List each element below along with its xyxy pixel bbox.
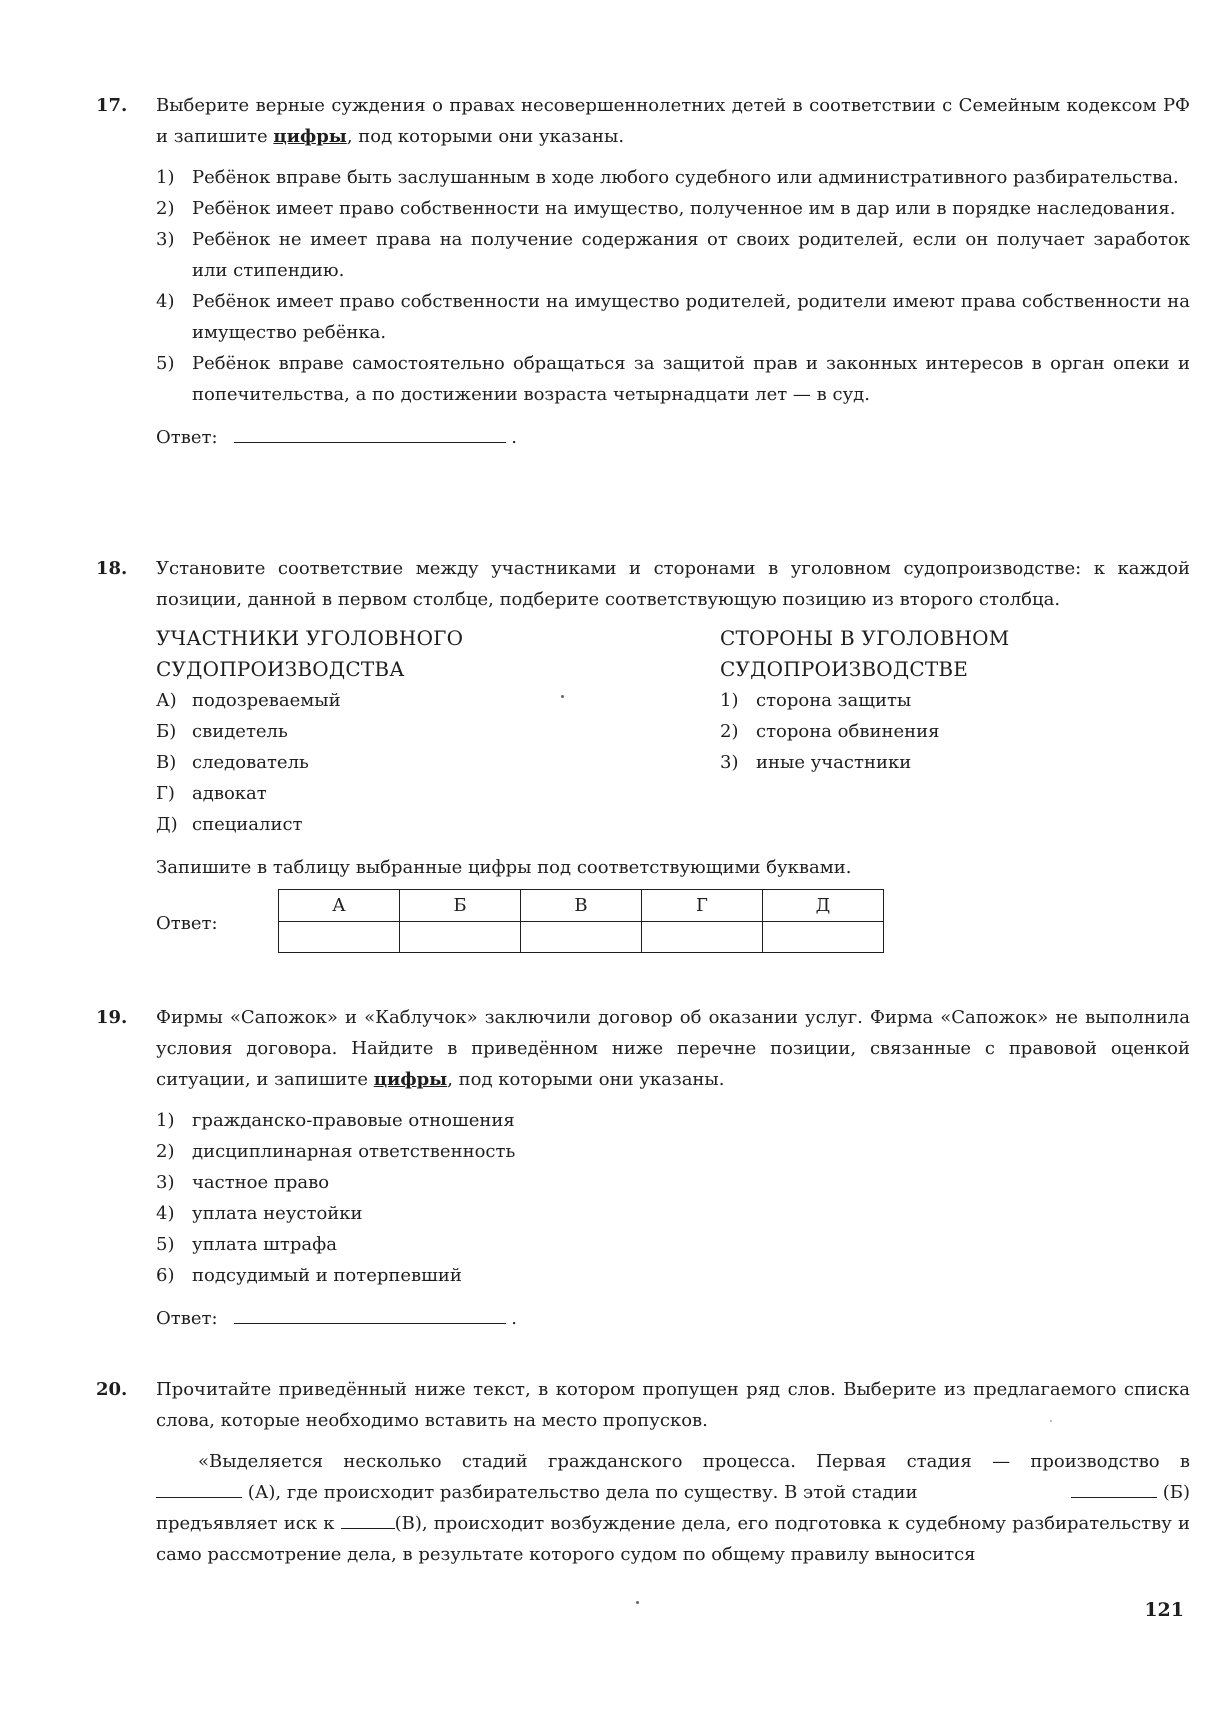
cloze-line: (А), где происходит разбирательство дела по существу. В этой стадии (Б) — [156, 1477, 1190, 1508]
scan-speck — [561, 695, 564, 698]
list-item: Г) адвокат — [156, 783, 267, 804]
answer-line: Ответ: . — [156, 422, 1190, 453]
answer-label: Ответ: — [156, 912, 218, 934]
answer-cell[interactable] — [763, 922, 884, 953]
task-question: Выберите верные суждения о правах несовершеннолетних детей в соответствии с Семейным кодексом РФ и запишите цифры, под которыми они указаны. — [156, 95, 1190, 147]
emphasis-word: цифры — [373, 1069, 448, 1090]
column-heading: СУДОПРОИЗВОДСТВА — [156, 657, 405, 681]
list-item: Б) свидетель — [156, 721, 288, 742]
emphasis-word: цифры — [273, 126, 347, 147]
task-number: 19. — [96, 1007, 128, 1028]
column-heading: УЧАСТНИКИ УГОЛОВНОГО — [156, 626, 464, 650]
scan-speck — [1050, 1420, 1052, 1422]
list-item: 5) Ребёнок вправе самостоятельно обращаться за защитой прав и законных интересов в орган опеки и попечительства, а по достижении возраста четырнадцати лет — в суд. — [156, 353, 1190, 405]
table-header-cell: Г — [642, 890, 763, 922]
options-list — [156, 1105, 1190, 1291]
list-item: 1) сторона защиты — [720, 690, 912, 711]
scan-speck — [636, 1601, 639, 1604]
list-item: 2) дисциплинарная ответственность — [156, 1141, 516, 1162]
gap-c[interactable] — [341, 1512, 395, 1529]
answer-label: Ответ: — [156, 1308, 218, 1329]
list-item: 2) Ребёнок имеет право собственности на имущество, полученное им в дар или в порядке наследования. — [156, 198, 1176, 219]
options-list — [156, 162, 1190, 410]
task-number: 18. — [96, 558, 128, 579]
list-item: 1) гражданско-правовые отношения — [156, 1110, 515, 1131]
list-item: 1) Ребёнок вправе быть заслушанным в ходе любого судебного или административного разбирательства. — [156, 167, 1179, 188]
sides-column — [720, 623, 1190, 840]
list-item: 3) Ребёнок не имеет права на получение содержания от своих родителей, если он получает заработок или стипендию. — [156, 229, 1190, 281]
table-header-cell: А — [279, 890, 400, 922]
table-header-cell: В — [521, 890, 642, 922]
cloze-line: предъявляет иск к (В), происходит возбуждение дела, его подготовка к судебному разбирательству и само рассмотрение дела, в результате которого судом по общему правилу выносится — [156, 1513, 1190, 1565]
column-heading: СУДОПРОИЗВОДСТВЕ — [720, 657, 969, 681]
answer-label: Ответ: — [156, 427, 218, 448]
list-item: 4) уплата неустойки — [156, 1203, 363, 1224]
task-17 — [96, 90, 1190, 453]
table-header-cell: Д — [763, 890, 884, 922]
task-19 — [96, 1002, 1190, 1334]
gap-b[interactable] — [1071, 1481, 1157, 1498]
answer-cell[interactable] — [279, 922, 400, 953]
gap-a[interactable] — [156, 1481, 242, 1498]
list-item: А) подозреваемый — [156, 690, 341, 711]
list-item: Д) специалист — [156, 814, 303, 835]
answer-cell[interactable] — [521, 922, 642, 953]
task-number: 20. — [96, 1379, 128, 1400]
page-number: 121 — [1144, 1599, 1184, 1621]
list-item: 3) частное право — [156, 1172, 330, 1193]
list-item: 5) уплата штрафа — [156, 1234, 337, 1255]
task-18 — [96, 553, 1190, 953]
cloze-text — [156, 1446, 1190, 1570]
answer-table — [278, 889, 884, 953]
table-header-cell: Б — [400, 890, 521, 922]
answer-cell[interactable] — [642, 922, 763, 953]
answer-blank[interactable] — [234, 424, 506, 443]
cloze-line: «Выделяется несколько стадий гражданского процесса. Первая стадия — производство в — [198, 1451, 1190, 1472]
participants-column — [156, 623, 720, 840]
list-item: 6) подсудимый и потерпевший — [156, 1265, 462, 1286]
list-item: 4) Ребёнок имеет право собственности на имущество родителей, родители имеют права собственности на имущество ребёнка. — [156, 291, 1190, 343]
list-item: 2) сторона обвинения — [720, 721, 940, 742]
task-question: Прочитайте приведённый ниже текст, в котором пропущен ряд слов. Выберите из предлагаемого списка слова, которые необходимо вставить на место пропусков. — [156, 1379, 1190, 1431]
list-item: 3) иные участники — [720, 752, 912, 773]
answer-line: Ответ: . — [156, 1303, 1190, 1334]
task-20 — [96, 1374, 1190, 1570]
answer-cell[interactable] — [400, 922, 521, 953]
matching-columns — [156, 623, 1190, 840]
table-instruction: Запишите в таблицу выбранные цифры под соответствующими буквами. — [156, 857, 852, 878]
task-question: Фирмы «Сапожок» и «Каблучок» заключили договор об оказании услуг. Фирма «Сапожок» не выполнила условия договора. Найдите в приведённом ниже перечне позиции, связанные с правовой оценкой ситуации, и запишите цифры, под которыми они указаны. — [156, 1007, 1190, 1090]
list-item: В) следователь — [156, 752, 309, 773]
task-question: Установите соответствие между участниками и сторонами в уголовном судопроизводстве: к каждой позиции, данной в первом столбце, подберите соответствующую позицию из второго столбца. — [156, 558, 1190, 610]
answer-table-row — [156, 889, 1190, 953]
task-number: 17. — [96, 95, 128, 116]
column-heading: СТОРОНЫ В УГОЛОВНОМ — [720, 626, 1010, 650]
answer-blank[interactable] — [234, 1305, 506, 1324]
